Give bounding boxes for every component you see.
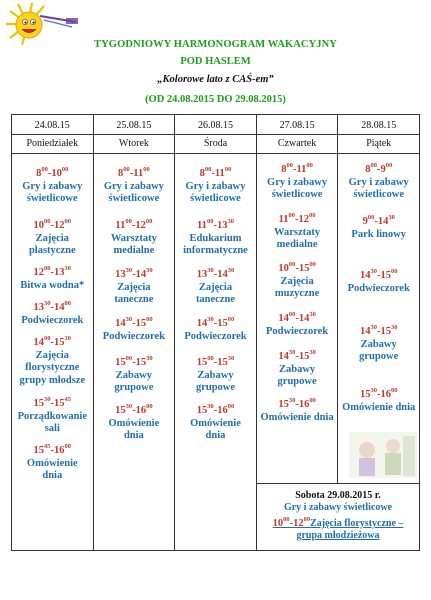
saturday-section — [256, 480, 420, 550]
activity-item: $15^{30}-16^{00}$ Omówienie dnia — [108, 403, 160, 441]
day-column-thursday — [256, 115, 338, 484]
activity-item: $15^{00}-15^{30}$ Zabawy grupowe — [114, 355, 154, 393]
schedule-slogan: „Kolorowe lato z CAŚ-em” — [157, 74, 274, 85]
day-date: 24.08.15 — [34, 120, 70, 131]
activity-item: $13^{30}-14^{00}$ Podwieczorek — [21, 300, 84, 326]
activity-item: $13^{30}-14^{30}$ Zajęcia taneczne — [114, 267, 154, 305]
day-column-tuesday — [93, 115, 175, 551]
activity-item: $10^{00}-15^{00}$ Zajęcia muzyczne — [274, 261, 320, 299]
activity-item: $13^{30}-14^{30}$ Zajęcia taneczne — [195, 267, 236, 305]
activity-item: $11^{00}-12^{00}$ Warsztaty medialne — [110, 218, 157, 256]
day-name: Piątek — [366, 138, 392, 149]
schedule-date-range: (OD 24.08.2015 DO 29.08.2015) — [145, 94, 286, 105]
activity-item: $8^{00}-9^{00}$ Gry i zabawy świetlicowe — [348, 162, 409, 200]
activity-item: $15^{00}-15^{30}$ Zabawy grupowe — [195, 355, 236, 393]
schedule-subtitle: POD HASLEM — [180, 56, 251, 67]
activity-item: $15^{30}-16^{00}$ Omówienie dnia — [190, 403, 241, 441]
activity-item: $8^{00}-11^{00}$ Gry i zabawy świetlicowe — [267, 162, 328, 200]
activity-item: $9^{00}-14^{30}$ Park linowy — [351, 214, 406, 240]
schedule-title: TYGODNIOWY HARMONOGRAM WAKACYJNY — [94, 39, 337, 50]
day-name: Środa — [203, 138, 228, 149]
activity-list — [94, 154, 175, 550]
activity-list — [175, 154, 256, 550]
day-name: Wtorek — [118, 138, 149, 149]
activity-item: $8^{00}-11^{00}$ Gry i zabawy świetlicowe — [103, 166, 164, 204]
activity-item: $14^{00}-14^{30}$ Podwieczorek — [265, 311, 329, 337]
activity-item: $10^{00}-12^{00}$ Zajęcia plastyczne — [28, 218, 76, 256]
activity-item: $15^{30}-16^{00}$ Omówienie dnia — [260, 397, 334, 423]
activity-item: $15^{30}-15^{45}$ Porządkowanie sali — [17, 396, 87, 434]
activity-item: $12^{00}-13^{30}$ Bitwa wodna* — [20, 265, 85, 291]
day-date: 28.08.15 — [361, 120, 397, 131]
activity-item: $14^{30}-15^{00}$ Podwieczorek — [102, 316, 165, 342]
activity-item: $11^{00}-12^{00}$ Warsztaty medialne — [274, 212, 321, 250]
activity-item: $14^{30}-15^{30}$ Zabawy grupowe — [277, 349, 317, 387]
saturday-activity-3: grupa młodzieżowa — [296, 530, 380, 541]
children-photo-image — [349, 432, 417, 478]
activity-item: $14^{00}-15^{30}$ Zajęcia florystyczne grupy młodsze — [19, 335, 86, 386]
saturday-activity-2: $10^{00}-12^{00}Zajęcia$ florystyczne – — [272, 516, 404, 529]
day-name: Poniedziałek — [26, 138, 79, 149]
day-column-wednesday — [175, 115, 257, 551]
activity-item: $14^{30}-15^{00}$ Podwieczorek — [184, 316, 247, 342]
activity-item: $14^{30}-15^{00}$ Podwieczorek — [347, 268, 410, 294]
activity-list — [12, 154, 93, 550]
saturday-activity-1: Gry i zabawy świetlicowe — [283, 502, 393, 513]
activity-item: $8^{00}-11^{00}$ Gry i zabawy świetlicowe — [185, 166, 246, 204]
day-column-monday — [12, 115, 94, 551]
day-date: 26.08.15 — [197, 120, 233, 131]
day-date: 25.08.15 — [116, 120, 152, 131]
activity-item: $14^{30}-15^{30}$ Zabawy grupowe — [359, 324, 399, 362]
activity-item: $15^{30}-16^{00}$ Omówienie dnia — [342, 387, 416, 413]
day-date: 27.08.15 — [279, 120, 315, 131]
activity-item: $8^{00}-10^{00}$ Gry i zabawy świetlicowe — [22, 166, 83, 204]
activity-item: $15^{45}-16^{00}$ Omówienie dnia — [26, 443, 78, 481]
saturday-title: Sobota 29.08.2015 r. — [295, 490, 381, 501]
activity-list — [257, 154, 338, 480]
day-name: Czwartek — [277, 138, 317, 149]
activity-item: $11^{00}-13^{30}$ Edukarium informatyczne — [183, 218, 248, 256]
day-column-friday — [338, 115, 420, 484]
